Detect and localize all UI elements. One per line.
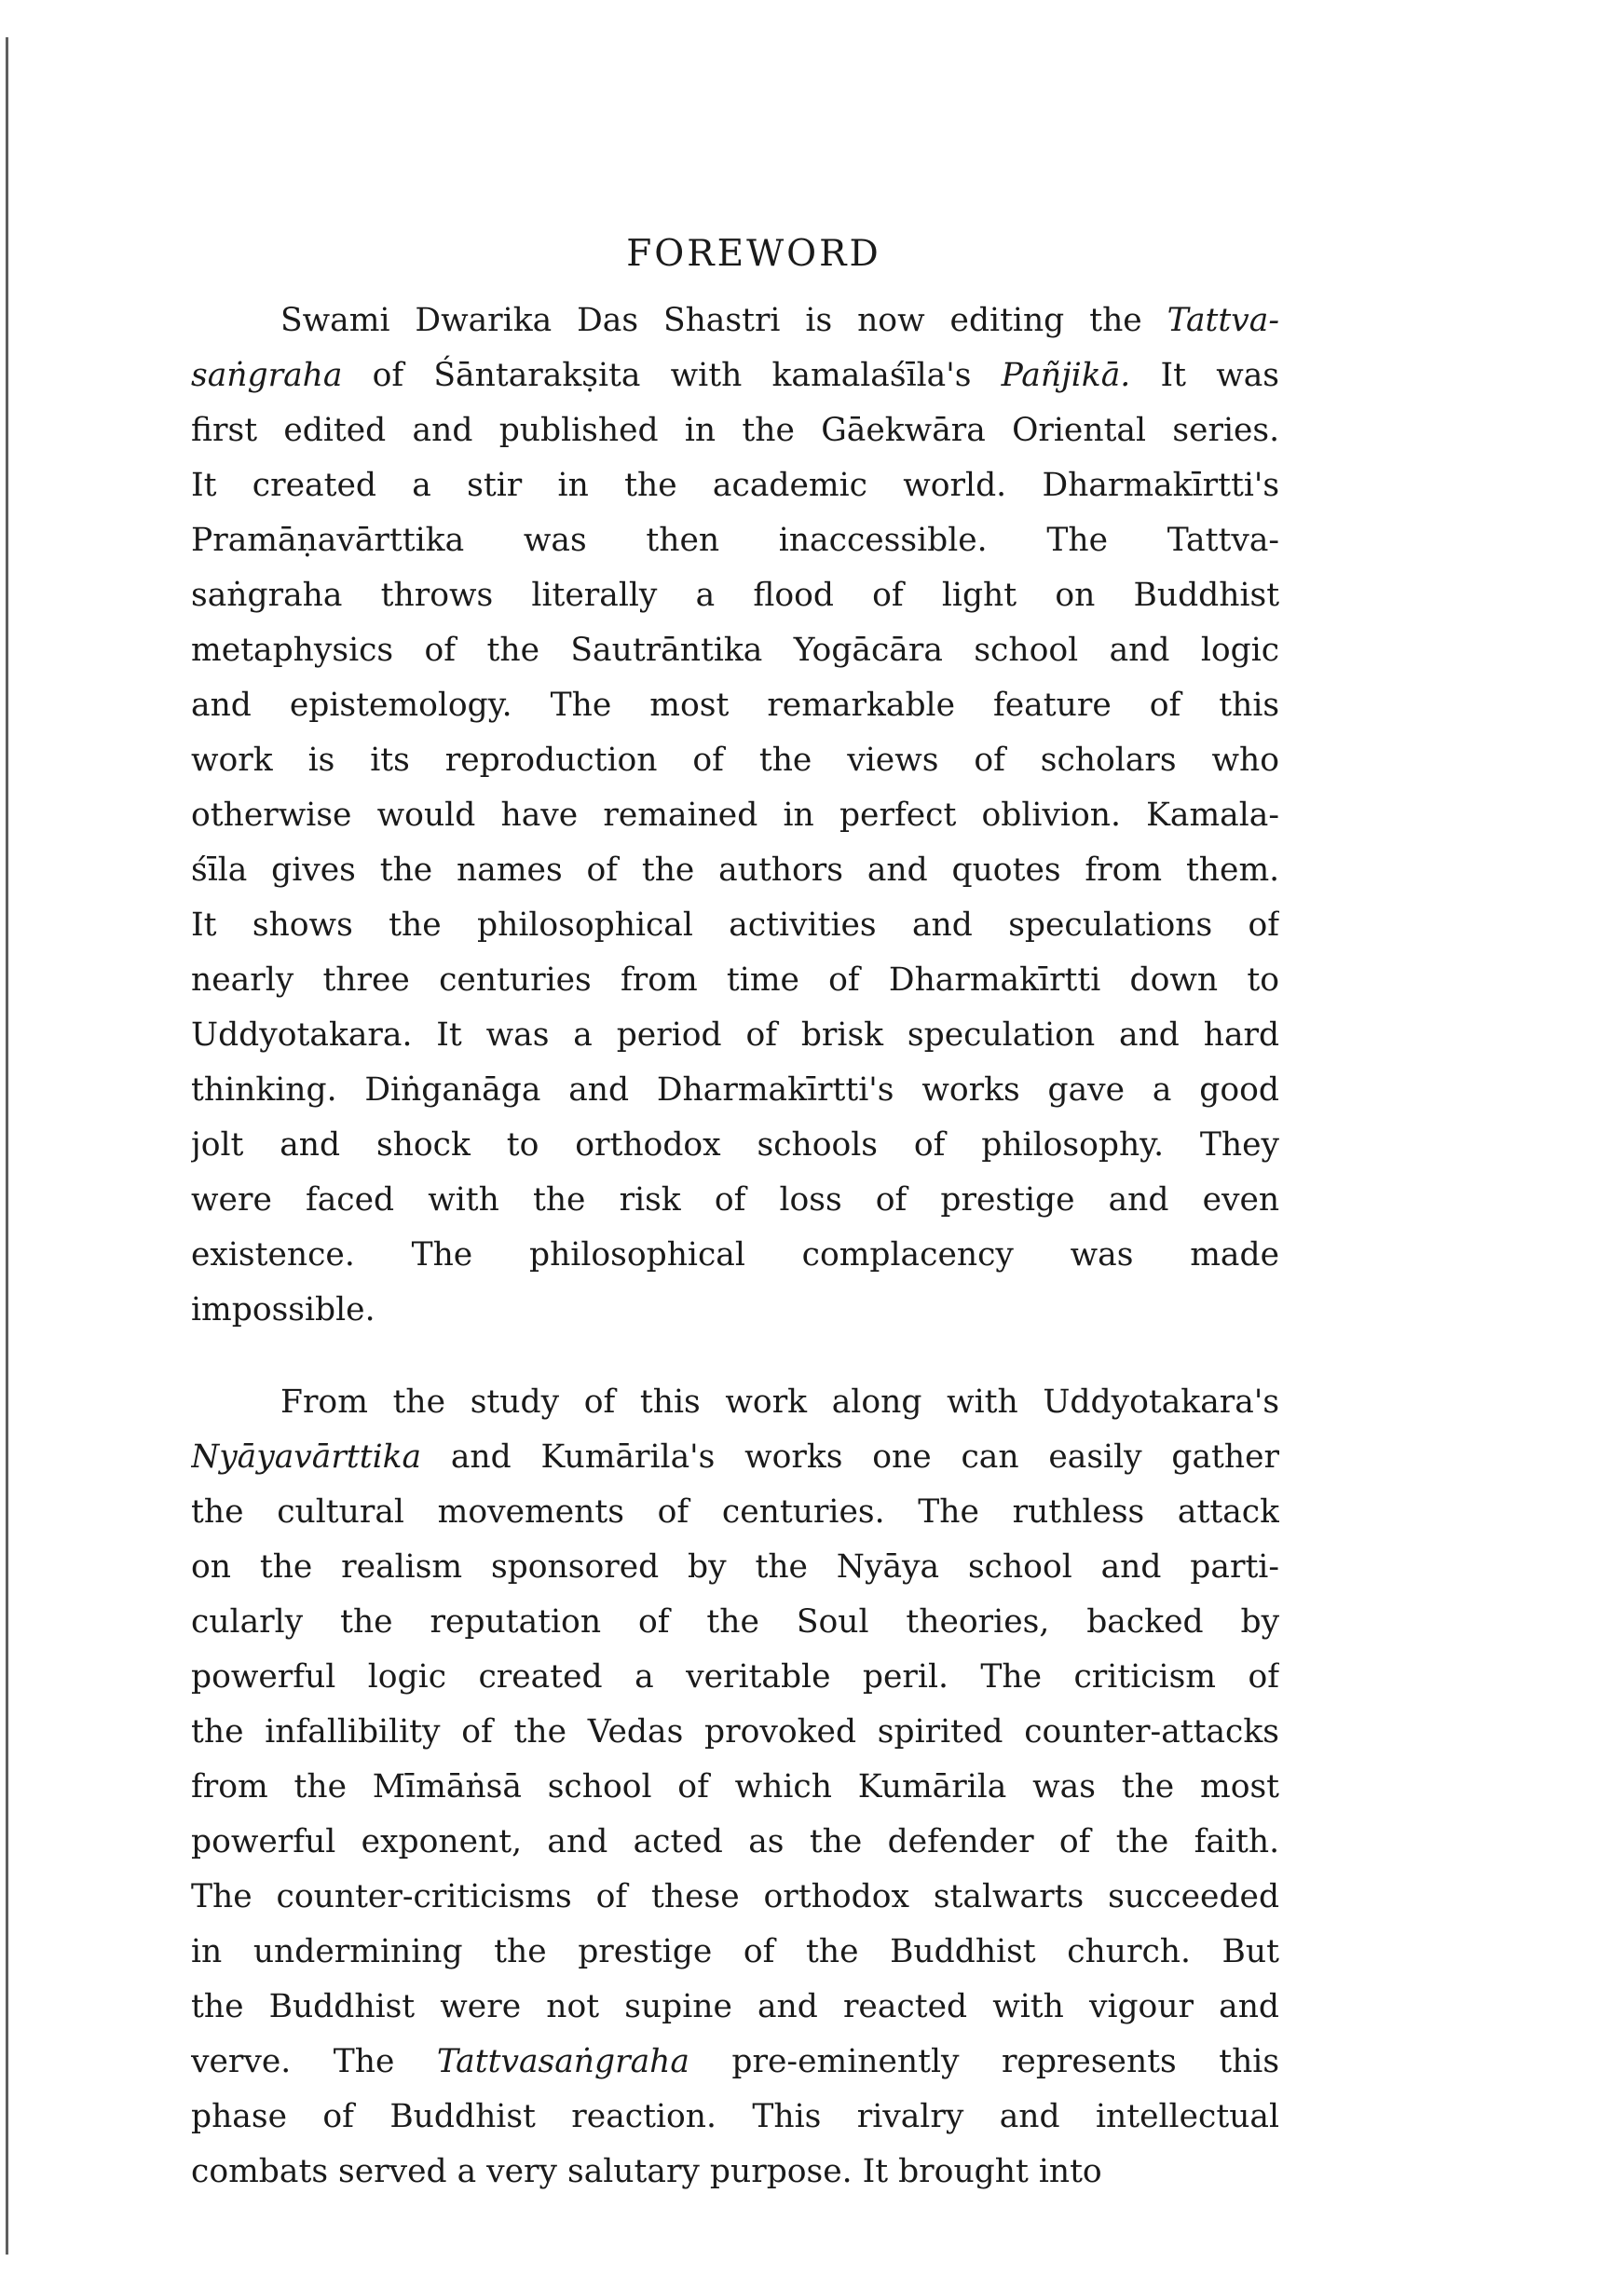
text-line: powerful exponent, and acted as the defender of the faith. xyxy=(191,1823,1279,1860)
text-line: metaphysics of the Sautrāntika Yogācāra school and logic xyxy=(191,632,1279,669)
text-line: existence. The philosophical complacency was made xyxy=(191,1236,1279,1274)
text-line: on the realism sponsored by the Nyāya school and parti- xyxy=(191,1548,1279,1586)
page-binding-edge xyxy=(6,37,8,2255)
text-line: saṅgraha of Śāntarakṣita with kamalaśīla's Pañjikā. It was xyxy=(191,357,1279,394)
paragraph-1 xyxy=(191,293,1279,1338)
text-line: Swami Dwarika Das Shastri is now editing the Tattva- xyxy=(280,302,1279,339)
page-title: FOREWORD xyxy=(626,233,881,275)
text-line: otherwise would have remained in perfect oblivion. Kamala- xyxy=(191,797,1279,834)
text-line: in undermining the prestige of the Buddhist church. But xyxy=(191,1933,1279,1970)
text-line: Pramāṇavārttika was then inaccessible. The Tattva- xyxy=(191,522,1279,559)
text-line: first edited and published in the Gāekwāra Oriental series. xyxy=(191,412,1279,449)
text-line: saṅgraha throws literally a flood of light on Buddhist xyxy=(191,577,1279,614)
text-line: It shows the philosophical activities and speculations of xyxy=(191,906,1279,944)
text-line: cularly the reputation of the Soul theories, backed by xyxy=(191,1603,1279,1641)
text-line: thinking. Diṅganāga and Dharmakīrtti's works gave a good xyxy=(191,1071,1279,1109)
text-line: work is its reproduction of the views of scholars who xyxy=(191,742,1279,779)
text-line: Uddyotakara. It was a period of brisk speculation and hard xyxy=(191,1016,1279,1054)
text-line: the infallibility of the Vedas provoked spirited counter-attacks xyxy=(191,1713,1279,1751)
text-line: nearly three centuries from time of Dharmakīrtti down to xyxy=(191,961,1279,999)
text-line: and epistemology. The most remarkable feature of this xyxy=(191,687,1279,724)
paragraph-gap xyxy=(191,1338,1279,1375)
text-line: jolt and shock to orthodox schools of philosophy. They xyxy=(191,1126,1279,1164)
text-line: the Buddhist were not supine and reacted with vigour and xyxy=(191,1988,1279,2025)
text-line: the cultural movements of centuries. The ruthless attack xyxy=(191,1493,1279,1531)
text-line: It created a stir in the academic world. Dharmakīrtti's xyxy=(191,467,1279,504)
text-line: phase of Buddhist reaction. This rivalry and intellectual xyxy=(191,2098,1279,2135)
text-line: powerful logic created a veritable peril. The criticism of xyxy=(191,1658,1279,1696)
text-line: combats served a very salutary purpose. It brought into xyxy=(191,2153,1102,2190)
text-line: From the study of this work along with Uddyotakara's xyxy=(280,1383,1279,1421)
text-line: verve. The Tattvasaṅgraha pre-eminently represents this xyxy=(191,2043,1279,2080)
document-page xyxy=(191,233,1279,2200)
paragraph-2 xyxy=(191,1375,1279,2200)
text-line: impossible. xyxy=(191,1291,375,1328)
text-line: The counter-criticisms of these orthodox stalwarts succeeded xyxy=(191,1878,1279,1915)
text-line: from the Mīmāṅsā school of which Kumārila was the most xyxy=(191,1768,1279,1805)
text-line: śīla gives the names of the authors and quotes from them. xyxy=(191,852,1279,889)
text-line: were faced with the risk of loss of prestige and even xyxy=(191,1181,1279,1219)
text-line: Nyāyavārttika and Kumārila's works one can easily gather xyxy=(191,1438,1279,1476)
